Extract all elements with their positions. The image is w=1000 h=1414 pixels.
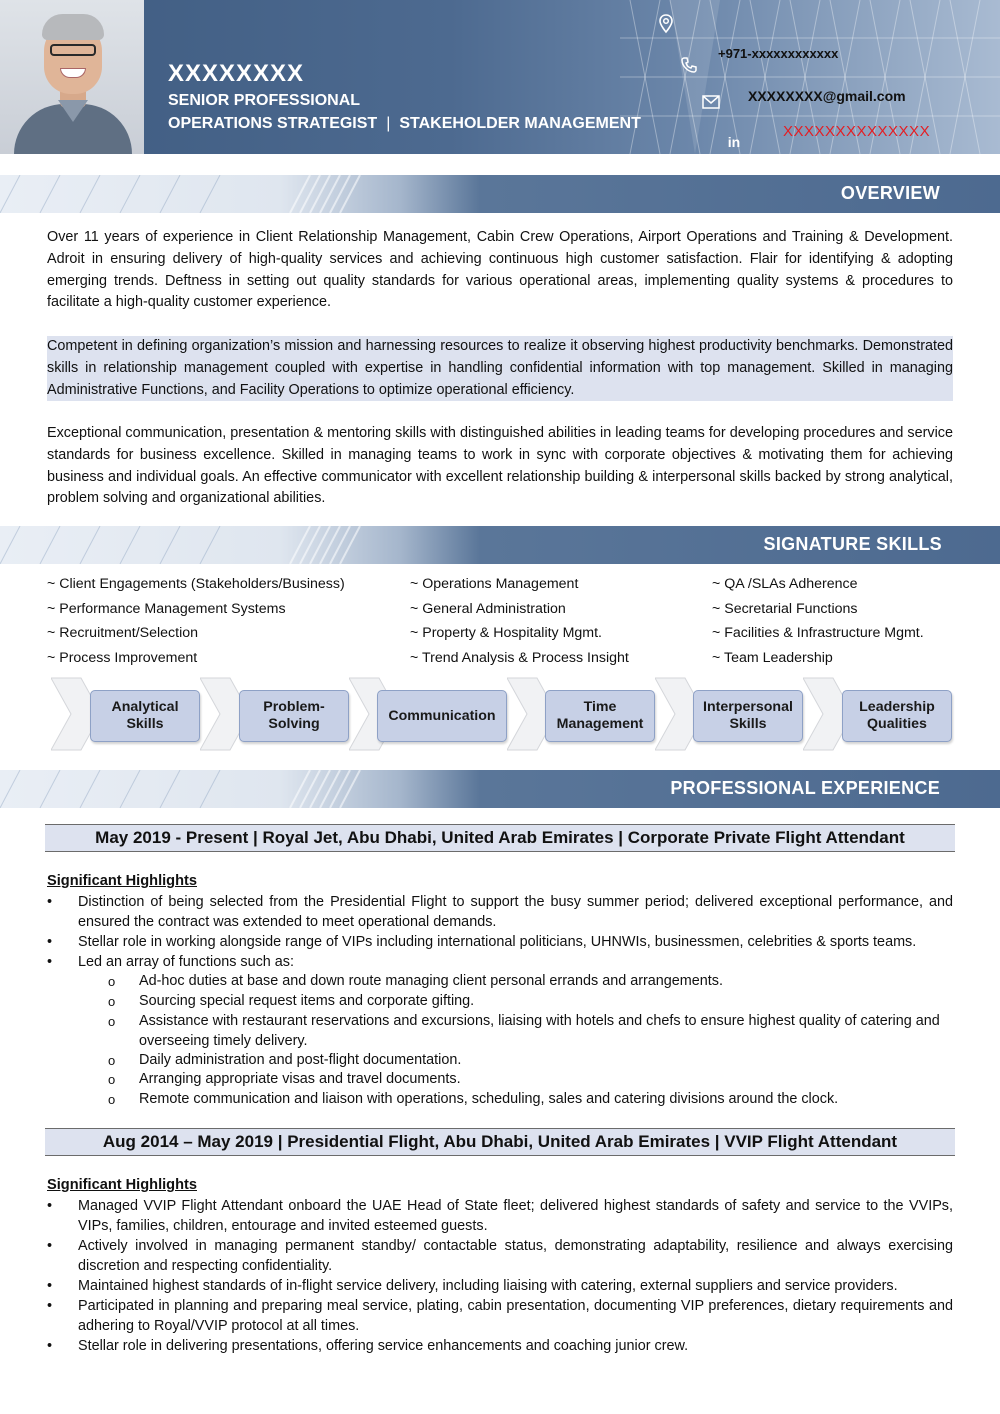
resume-header — [0, 0, 1000, 154]
bar-pattern — [0, 770, 420, 808]
flow-skill-communication: Communication — [377, 690, 507, 742]
skill-item: ~ Facilities & Infrastructure Mgmt. — [712, 625, 924, 642]
flow-skill-problem-solving: Problem- Solving — [239, 690, 349, 742]
job-1-subheading: Significant Highlights — [47, 873, 197, 889]
headline-subtitle — [168, 115, 641, 133]
skill-item: ~ Client Engagements (Stakeholders/Business) — [47, 576, 345, 592]
skill-item: ~ Trend Analysis & Process Insight — [410, 649, 629, 666]
mail-icon — [701, 95, 721, 115]
job-2-bullet: • Stellar role in delivering presentations, offering service enhancements and coaching junior crew. — [47, 1338, 689, 1354]
skills-column-1 — [47, 572, 345, 670]
bar-pattern — [0, 175, 420, 213]
skill-item: ~ Performance Management Systems — [47, 600, 286, 617]
job-heading-1: May 2019 - Present | Royal Jet, Abu Dhabi, United Arab Emirates | Corporate Private Flight Attendant — [45, 824, 955, 852]
job-2-bullet: • Maintained highest standards of in-flight service delivery, including liaising with catering, external suppliers and service providers. — [47, 1278, 898, 1294]
job-1-bullet: • Led an array of functions such as: — [47, 954, 294, 970]
job-heading-2: Aug 2014 – May 2019 | Presidential Flight, Abu Dhabi, United Arab Emirates | VVIP Flight Attendant — [45, 1128, 955, 1156]
subtitle-left: OPERATIONS STRATEGIST — [168, 115, 378, 132]
skill-item: ~ Team Leadership — [712, 649, 833, 666]
section-title-experience: PROFESSIONAL EXPERIENCE — [670, 778, 940, 798]
subtitle-separator: | — [386, 115, 391, 132]
job-1-sub-bullet: o Ad-hoc duties at base and down route managing client personal errands and arrangements. — [108, 973, 723, 989]
email-address[interactable]: XXXXXXXX@gmail.com — [748, 88, 906, 104]
job-2-bullet: • Participated in planning and preparing meal service, plating, cabin presentation, documenting VIP preferences, dietary requirements and adhering to Royal/VVIP protocol at all times. — [47, 1298, 953, 1334]
phone-icon — [679, 56, 699, 76]
bar-pattern — [0, 526, 420, 564]
skill-item: ~ General Administration — [410, 600, 566, 617]
section-bar-experience — [0, 770, 1000, 808]
flow-skill-analytical: Analytical Skills — [90, 690, 200, 742]
phone-number[interactable]: +971-xxxxxxxxxxxx — [718, 46, 839, 61]
job-2-bullet: • Managed VVIP Flight Attendant onboard the UAE Head of State fleet; delivered highest standards of safety and service to the VVIPs, VIPs, families, children, entourage and invited esteemed guests. — [47, 1198, 953, 1234]
skill-item: ~ QA /SLAs Adherence — [712, 576, 858, 592]
overview-paragraph-2: Competent in defining organization’s mission and harnessing resources to realize it observing highest productivity benchmarks. Demonstrated skills in relationship management coupled with expertise in handling confidential information with top management. Skilled in managing Administrative Functions, and Facility Operations to optimize operational efficiency. — [47, 336, 953, 401]
overview-paragraph-1: Over 11 years of experience in Client Relationship Management, Cabin Crew Operations, Airport Operations and Training & Development. Adroit in ensuring delivery of high-quality services and achieving continuous high customer satisfaction. Flair for identifying & adopting emerging trends. Deftness in setting out quality standards for various operational areas, implementing quality systems & procedures to facilitate a high-quality customer experience. — [47, 229, 953, 311]
profile-photo — [0, 0, 144, 154]
candidate-name: XXXXXXXX — [168, 60, 305, 87]
section-bar-skills — [0, 526, 1000, 564]
job-1-bullet: • Distinction of being selected from the Presidential Flight to support the busy summer period; delivered exceptional performance, and ensured the contract was extended to meet operational demands. — [47, 894, 953, 930]
location-icon — [656, 14, 676, 34]
skill-item: ~ Process Improvement — [47, 649, 198, 666]
section-title-overview: OVERVIEW — [840, 183, 940, 203]
overview-paragraph-3: Exceptional communication, presentation & mentoring skills with distinguished abilities in leading teams for developing procedures and service standards for business excellence. Skilled in managing teams to work in sync with corporate objectives & motivating them for achieving business and individual goals. An effective communicator with excellent relationship building & interpersonal skills backed by strong analytical, problem solving and organizational abilities. — [47, 425, 953, 507]
skills-column-2 — [410, 572, 629, 670]
headline-title: SENIOR PROFESSIONAL — [168, 92, 361, 109]
skill-item: ~ Recruitment/Selection — [47, 625, 199, 642]
skills-column-3 — [712, 572, 924, 670]
flow-skill-interpersonal: Interpersonal Skills — [693, 690, 803, 742]
job-1-sub-bullet: o Assistance with restaurant reservations and excursions, liaising with hotels and chefs to ensure highest quality of catering and overseeing timely delivery. — [108, 1013, 940, 1049]
flow-skill-time-management: Time Management — [545, 690, 655, 742]
section-bar-overview — [0, 175, 1000, 213]
flow-skill-leadership: Leadership Qualities — [842, 690, 952, 742]
job-2-subheading: Significant Highlights — [47, 1177, 197, 1193]
job-1-sub-bullet: o Arranging appropriate visas and travel documents. — [108, 1071, 461, 1087]
core-skills-flow — [47, 676, 957, 752]
job-1-sub-bullet: o Remote communication and liaison with operations, scheduling, sales and catering divisions around the clock. — [108, 1091, 839, 1107]
skill-item: ~ Property & Hospitality Mgmt. — [410, 625, 602, 642]
section-title-skills: SIGNATURE SKILLS — [763, 534, 942, 554]
job-1-sub-bullet: o Sourcing special request items and corporate gifting. — [108, 993, 475, 1009]
job-1-bullet: • Stellar role in working alongside range of VIPs including international politicians, UHNWIs, businessmen, celebrities & sports teams. — [47, 934, 917, 950]
skill-item: ~ Operations Management — [410, 576, 579, 592]
subtitle-right: STAKEHOLDER MANAGEMENT — [399, 115, 641, 132]
job-1-sub-bullet: o Daily administration and post-flight documentation. — [108, 1052, 462, 1068]
linkedin-icon: in — [727, 134, 741, 150]
skill-item: ~ Secretarial Functions — [712, 600, 858, 617]
job-2-bullet: • Actively involved in managing permanent standby/ contactable status, demonstrating adaptability, resilience and always exercising discretion and respecting confidentiality. — [47, 1238, 953, 1274]
linkedin-link[interactable]: XXXXXXXXXXXXXX — [783, 123, 931, 140]
